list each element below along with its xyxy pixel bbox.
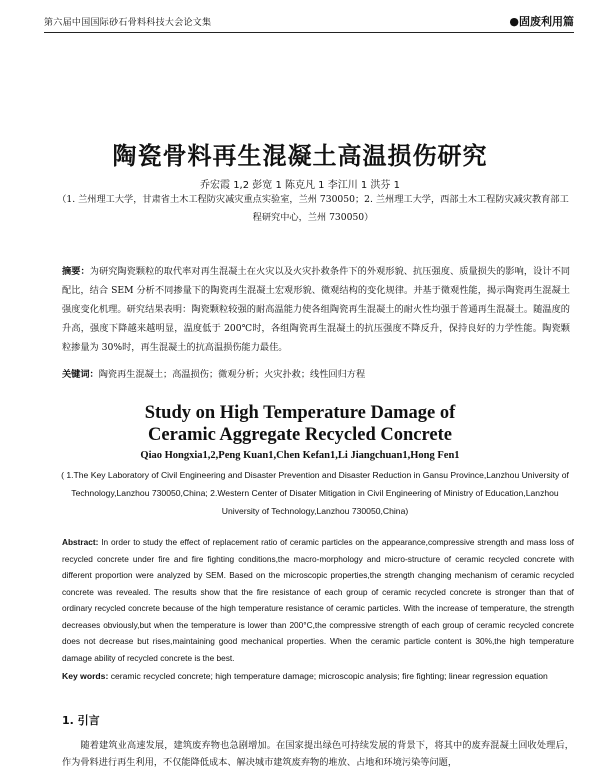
section-tag: ●固废利用篇 bbox=[509, 15, 574, 28]
section-heading: 1. 引言 bbox=[62, 714, 100, 727]
english-title bbox=[0, 402, 600, 446]
chinese-authors: 乔宏霞 1,2 彭宽 1 陈克凡 1 李江川 1 洪芬 1 bbox=[200, 180, 400, 191]
english-keywords bbox=[62, 668, 574, 684]
running-header bbox=[44, 12, 574, 33]
proceedings-title: 第六届中国国际砂石骨料科技大会论文集 bbox=[44, 18, 212, 28]
english-affiliation: ( 1.The Key Laboratory of Civil Engineering and Disaster Prevention and Disaster Reduction in Gansu Province,Lanzhou University of Technology,Lanzhou 730050,China; 2.Western Center of Disater Mitigation in Civil Engineering of Ministry of Education,Lanzhou University of Technology,Lanzhou 730050,China) bbox=[61, 470, 569, 516]
chinese-abstract-label: 摘要： bbox=[62, 266, 90, 277]
english-keywords-text: ceramic recycled concrete; high temperature damage; microscopic analysis; fire fighting; linear regression equation bbox=[110, 671, 548, 681]
introduction-text: 随着建筑业高速发展，建筑废弃物也急剧增加。在国家提出绿色可持续发展的背景下，将其中的废弃混凝土回收处理后，作为骨料进行再生利用，不仅能降低成本、解决城市建筑废弃物的堆放、占地和环境污染等问题， bbox=[62, 740, 574, 768]
english-authors: Qiao Hongxia1,2,Peng Kuan1,Chen Kefan1,Li Jiangchuan1,Hong Fen1 bbox=[140, 450, 460, 461]
english-title-text: Study on High Temperature Damage of Ceramic Aggregate Recycled Concrete bbox=[144, 403, 456, 445]
chinese-keywords-text: 陶瓷再生混凝土；高温损伤；微观分析；火灾扑救；线性回归方程 bbox=[98, 369, 366, 380]
english-abstract-label: Abstract: bbox=[62, 537, 99, 547]
english-abstract bbox=[62, 534, 574, 666]
chinese-affiliation: （1. 兰州理工大学，甘肃省土木工程防灾减灾重点实验室，兰州 730050；2. 兰州理工大学，西部土木工程防灾减灾教育部工程研究中心，兰州 730050） bbox=[57, 194, 569, 223]
chinese-abstract-text: 为研究陶瓷颗粒的取代率对再生混凝土在火灾以及火灾扑救条件下的外观形貌、抗压强度、质量损失的影响，设计不同配比，结合 SEM 分析不同掺量下的陶瓷再生混凝土宏观形貌、微观结构的变化规律。并基于微观性能，揭示陶瓷再生混凝土强度变化机理。研究结果表明：陶瓷颗粒较强的耐高温能力使各组陶瓷再生混凝土的耐火性均强于普通再生混凝土。随温度的升高，强度下降越来越明显，温度低于 200℃时，各组陶瓷再生混凝土的抗压强度不降反升，保持良好的力学性能。陶瓷颗粒掺量为 30%时，再生混凝土的抗高温损伤能力最佳。 bbox=[62, 266, 571, 353]
chinese-abstract bbox=[62, 262, 570, 357]
chinese-keywords bbox=[62, 366, 570, 380]
english-abstract-text: In order to study the effect of replacement ratio of ceramic particles on the appearance,compressive strength and mass loss of recycled concrete under fire and fire fighting conditions,the macro-morphology and micro-structure of ceramic recycled concrete with different proportion were analyzed by SEM. Based on the microscopic properties,the strength changing mechanism of ceramic recycled concrete was revealed. The results show that the fire resistance of each group of ceramic recycled concrete is stronger than that of ordinary recycled concrete because of the high temperature resistance of ceramic particles. With the increase of temperature, the strength decreases obviously,but when the temperature is lower than 200°C,the compressive strength of each group of ceramic recycled concrete does not decrease but rises,maintaining good mechanical properties. When the ceramic particle content is 30%,the high temperature damage ability of recycled concrete is the best. bbox=[62, 537, 574, 663]
english-keywords-label: Key words: bbox=[62, 671, 109, 681]
chinese-keywords-label: 关键词： bbox=[62, 369, 99, 380]
chinese-title: 陶瓷骨料再生混凝土高温损伤研究 bbox=[112, 142, 488, 170]
